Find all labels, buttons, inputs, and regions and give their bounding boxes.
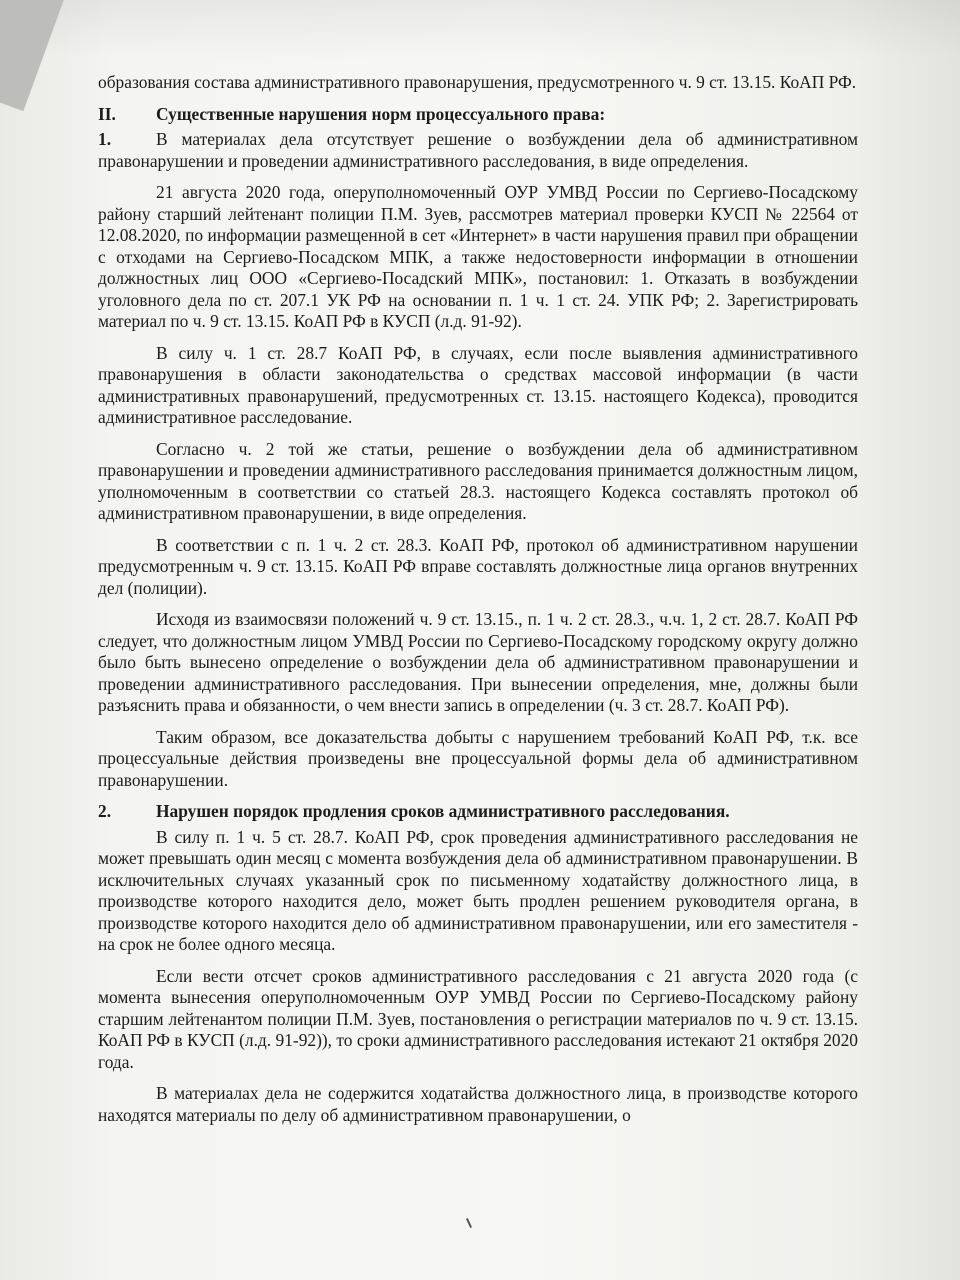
paragraph-resolution: 21 августа 2020 года, оперуполномоченный ОУР УМВД России по Сергиево-Посадскому району старший лейтенант полиции П.М. Зуев, рассмотрев материал проверки КУСП № 22564 от 12.08.2020, по информации размещенной в сет «Интернет» в части нарушения правил при обращении с отходами на Сергиево-Посадском МПК, а также недостоверности информации в отношении должностных лиц ООО «Сергиево-Посадский МПК», постановил: 1. Отказать в возбуждении уголовного дела по ст. 207.1 УК РФ на основании п. 1 ч. 1 ст. 24. УПК РФ; 2. Зарегистрировать материал по ч. 9 ст. 13.15. КоАП РФ в КУСП (л.д. 91-92). xyxy=(98,182,858,331)
section-number: II. xyxy=(98,103,116,124)
list-item-1-number: 1. xyxy=(98,129,112,149)
list-item-1-text: В материалах дела отсутствует решение о возбуждении дела об административном правонарушении и проведении административного расследования, в виде определения. xyxy=(98,129,858,171)
paragraph-interrelation: Исходя из взаимосвязи положений ч. 9 ст. 13.15., п. 1 ч. 2 ст. 28.3., ч.ч. 1, 2 ст. 28.7. КоАП РФ следует, что должностным лицом УМВД России по Сергиево-Посадскому городскому округу должно было быть вынесено определение о возбуждении дела об административном правонарушении и проведении административного расследования. При вынесении определения, мне, должны были разъяснить права и обязанности, о чем внести запись в определении (ч. 3 ст. 28.7. КоАП РФ). xyxy=(98,609,858,715)
list-item-2-title: Нарушен порядок продления сроков административного расследования. xyxy=(156,801,730,821)
paragraph-conclusion: Таким образом, все доказательства добыты с нарушением требований КоАП РФ, т.к. все процессуальные действия произведены вне процессуальной формы дела об административном правонарушении. xyxy=(98,726,858,790)
paragraph-term-rules: В силу п. 1 ч. 5 ст. 28.7. КоАП РФ, срок проведения административного расследования не может превышать один месяц с момента возбуждения дела об административном правонарушении. В исключительных случаях указанный срок по письменному ходатайству должностного лица, в производстве которого находится дело, может быть продлен решением руководителя органа, в производстве которого находится дело об административном правонарушении, или его заместителя - на срок не более одного месяца. xyxy=(98,826,858,954)
list-item-1-paragraph xyxy=(98,129,858,172)
document-body xyxy=(98,72,858,1136)
paragraph-article-28-3: В соответствии с п. 1 ч. 2 ст. 28.3. КоАП РФ, протокол об административном нарушении предусмотренным ч. 9 ст. 13.15. КоАП РФ вправе составлять должностные лица органов внутренних дел (полиции). xyxy=(98,534,858,598)
intro-paragraph: образования состава административного правонарушения, предусмотренного ч. 9 ст. 13.15. КоАП РФ. xyxy=(98,72,857,92)
list-item-1 xyxy=(98,129,858,172)
paragraph-part-2: Согласно ч. 2 той же статьи, решение о возбуждении дела об административном правонарушении и проведении административного расследования принимается должностным лицом, уполномоченным в соответствии со статьей 28.3. настоящего Кодекса составлять протокол об административном правонарушении, в виде определения. xyxy=(98,438,858,523)
paragraph-no-petition: В материалах дела не содержится ходатайства должностного лица, в производстве которого находятся материалы по делу об административном правонарушении, о xyxy=(98,1083,858,1125)
list-item-2-number: 2. xyxy=(98,801,112,821)
paragraph-term-calculation: Если вести отсчет сроков административного расследования с 21 августа 2020 года (с момента вынесения оперуполномоченным ОУР УМВД России по Сергиево-Посадскому району старшим лейтенантом полиции П.М. Зуев, постановления о регистрации материалов по ч. 9 ст. 13.15. КоАП РФ в КУСП (л.д. 91-92)), то сроки административного расследования истекают 21 октября 2020 года. xyxy=(98,965,858,1072)
paragraph-article-28-7: В силу ч. 1 ст. 28.7 КоАП РФ, в случаях, если после выявления административного правонарушения в области законодательства о средствах массовой информации (в части административных правонарушений, предусмотренных ст. 13.15. настоящего Кодекса), проводится административное расследование. xyxy=(98,342,858,427)
section-heading xyxy=(98,104,858,126)
list-item-2-heading xyxy=(98,801,858,823)
page-shadow xyxy=(0,0,960,60)
pen-mark xyxy=(466,1218,472,1228)
section-title: Существенные нарушения норм процессуального права: xyxy=(156,103,606,124)
